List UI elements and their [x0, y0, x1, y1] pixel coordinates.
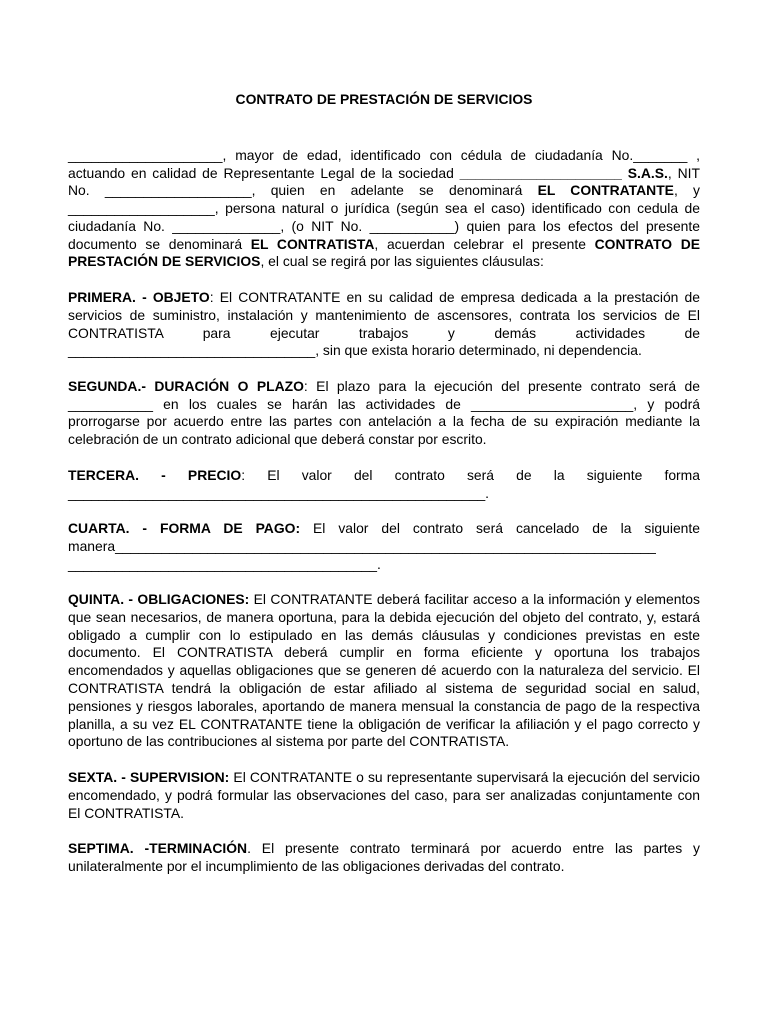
clause-septima [68, 840, 700, 876]
intro-paragraph [68, 147, 700, 272]
contratante-term: EL CONTRATANTE [537, 182, 674, 199]
clause-sexta [68, 769, 700, 822]
clause-text: El CONTRATANTE deberá facilitar acceso a la información y elementos que sean necesarios, de manera oportuna, para la debida ejecución del objeto del contrato, y, estará obligado a cumplir con lo estipulado en las demás cláusulas y condiciones previstas en este documento. El CONTRATISTA deberá cumplir en forma eficiente y oportuna los trabajos encomendados y aquellas obligaciones que se generen dé acuerdo con la naturaleza del servicio. El CONTRATISTA tendrá la obligación de estar afiliado al sistema de seguridad social en salud, pensiones y riesgos laborales, aportando de manera mensual la constancia de pago de la respectiva planilla, a su vez EL CONTRATANTE tiene la obligación de verificar la afiliación y el pago correcto y oportuno de las contribuciones al sistema por parte del CONTRATISTA. [68, 591, 700, 750]
intro-text-2: , NIT No. ___________________, quien en adelante se denominará [68, 164, 700, 199]
clause-text: : El valor del contrato será de la siguiente forma ______________________________________________________. [68, 466, 700, 501]
clause-heading: PRIMERA. - OBJETO [68, 288, 210, 305]
clause-text: : El CONTRATANTE en su calidad de empresa dedicada a la prestación de servicios de suministro, instalación y mantenimiento de ascensores, contrata los servicios de El CONTRATISTA para ejecutar trabajos y demás actividades de ________________________________, sin que exista horario determinado, ni dependencia. [68, 288, 700, 359]
contratista-term: EL CONTRATISTA [250, 235, 375, 252]
party1-blank: ____________________ [68, 146, 223, 163]
clause-primera [68, 289, 700, 360]
intro-text-1: , mayor de edad, identificado con cédula de ciudadanía No._______ , actuando en calidad de Representante Legal de la sociedad [68, 146, 700, 181]
document-title: CONTRATO DE PRESTACIÓN DE SERVICIOS [235, 91, 533, 107]
clause-text: El valor del contrato será cancelado de la siguiente manera______________________________________________________________________ ________________________________________. [68, 520, 700, 572]
clause-text: El CONTRATANTE o su representante supervisará la ejecución del servicio encomendado, y podrá formular las observaciones del caso, para ser analizadas conjuntamente con El CONTRATISTA. [68, 768, 700, 821]
intro-text-4: , acuerdan celebrar el presente [374, 235, 595, 252]
clause-text: : El plazo para la ejecución del presente contrato será de ___________ en los cuales se harán las actividades de _____________________, y podrá prorrogarse por acuerdo entre las partes con antelación a la fecha de su expiración mediante la celebración de un contrato adicional que deberá constar por escrito. [68, 377, 700, 448]
clause-heading: TERCERA. - PRECIO [68, 466, 242, 483]
clause-heading: CUARTA. - FORMA DE PAGO: [68, 520, 301, 536]
intro-text-3: , y ___________________, persona natural o jurídica (según sea el caso) identificado con cedula de ciudadanía No. ______________, (o NIT No. ___________) quien para los efectos del presente documento se denominará [68, 182, 700, 252]
company-blank: _____________________ S.A.S. [459, 164, 668, 181]
intro-text-5: , el cual se regirá por las siguientes cláusulas: [260, 253, 544, 270]
contract-name: CONTRATO DE PRESTACIÓN DE SERVICIOS [68, 235, 700, 270]
clause-tercera [68, 467, 700, 503]
clause-cuarta [68, 520, 700, 573]
clause-text: . El presente contrato terminará por acuerdo entre las partes y unilateralmente por el incumplimiento de las obligaciones derivadas del contrato. [68, 840, 700, 874]
clause-heading: SEPTIMA. -TERMINACIÓN [68, 840, 248, 857]
clause-quinta [68, 591, 700, 751]
clause-heading: SEGUNDA.- DURACIÓN O PLAZO [68, 377, 304, 394]
clause-heading: SEXTA. - SUPERVISION: [68, 768, 230, 785]
clause-heading: QUINTA. - OBLIGACIONES: [68, 591, 250, 608]
clause-segunda [68, 378, 700, 449]
